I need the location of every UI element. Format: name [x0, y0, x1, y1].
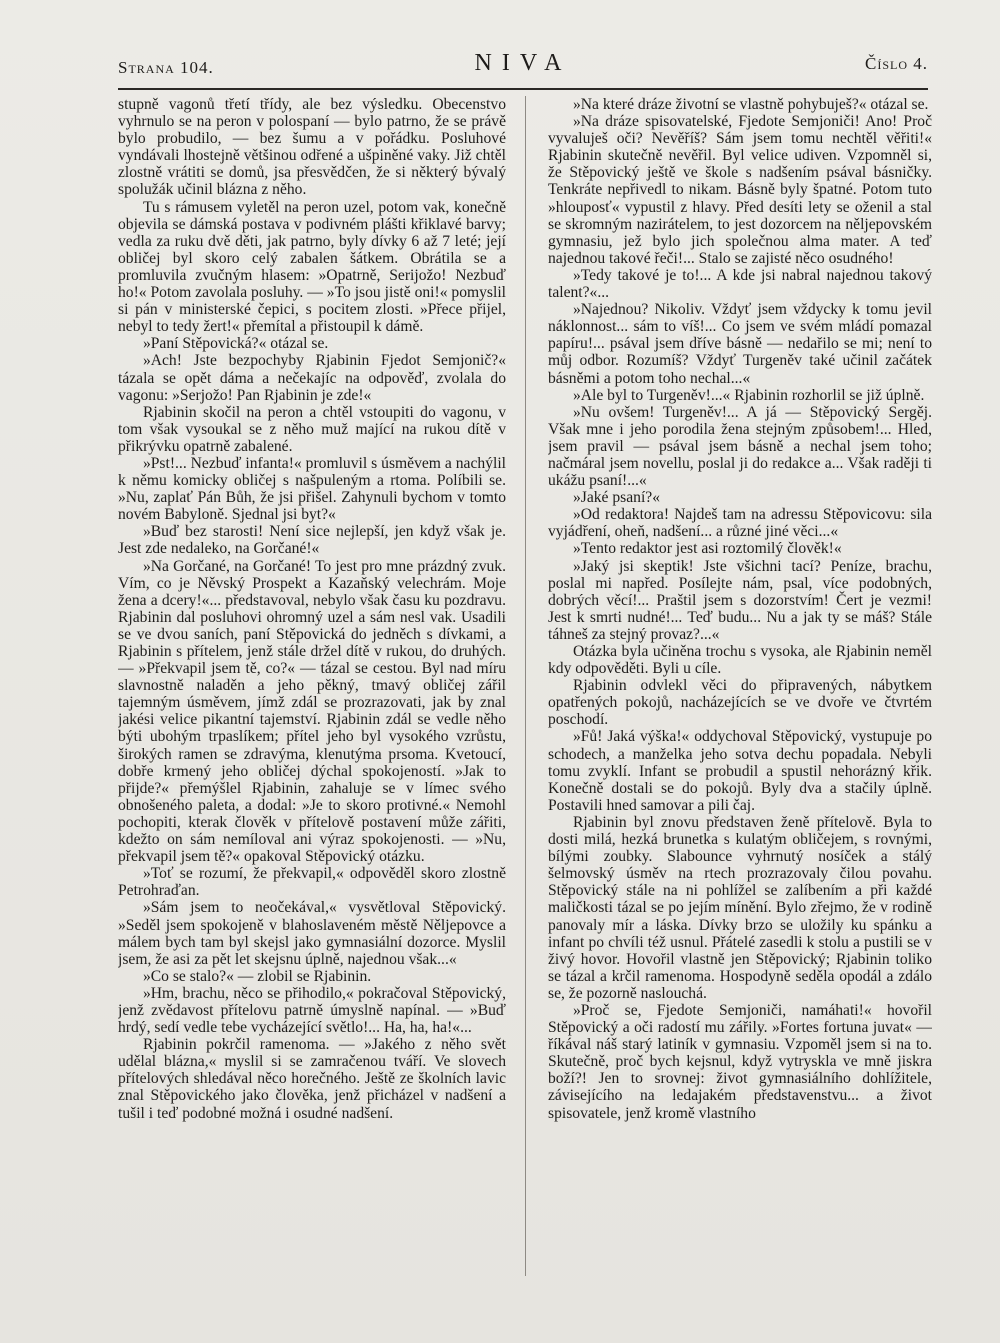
- header-rule: [118, 88, 928, 90]
- paragraph: »Jaké psaní?«: [572, 489, 660, 507]
- column-divider: [525, 96, 526, 1276]
- paragraph: »Paní Stěpovická?« otázal se.: [142, 335, 329, 353]
- paragraph: stupně vagonů třetí třídy, ale bez výsledku. Obecenstvo vyhrnulo se na peron v polospaní — bylo patrno, že se právě bylo probudilo, — bez šumu a v pořádku. Posluhové vyndávali lhostejně většinou odřené a ušpiněné vaky. Již chtěl zlostně vrátiti se domů, jsa přesvědčen, že si některý bývalý spolužák učinil blázna z něho.: [118, 96, 506, 199]
- paragraph: »Proč se, Fjedote Semjoniči, namáhati!« hovořil Stěpovický a oči radostí mu zářily. »Fortes fortuna juvat« — říkával náš starý latiník v gymnasiu. Vzpoměl jsem si na to. Skutečně, proč bych kejsnul, když vytryskla ve mně jiskra boží?! Jen to srovnej: život gymnasiálního dohlížitele, závisejícího na ledajakém představenstvu... a život spisovatele, jenž kromě vlastního: [548, 1001, 932, 1122]
- paragraph: »Ach! Jste bezpochyby Rjabinin Fjedot Semjonič?« tázala se opět dáma a nečekajíc na odpověď, zvolala do vagonu: »Serjožo! Pan Rjabinin je zde!«: [118, 352, 506, 404]
- paragraph: Rjabinin pokrčil ramenoma. — »Jakého z něho svět udělal blázna,« myslil si se zamračenou tváří. Ve slovech přítelových shledával něco horečného. Ještě ze školních lavic znal Stěpovického jako člověka, jenž přicházel v nadšení a tušil i teď podobné možná i osudné nadšení.: [118, 1036, 506, 1122]
- paragraph: Tu s rámusem vyletěl na peron uzel, potom vak, konečně objevila se dámská postava v podivném plášti křiklavé barvy; vedla za ruku dvě děti, jak patrno, byly dívky 6 až 7 leté; její obličej byl skoro celý zabalen šátkem. Obrátila se a promluvila zvučným hlasem: »Opatrně, Serijožo! Nezbuď ho!« Potom zavolala posluhy. — »To jsou jistě oni!« pomyslil si pán v ministerské čepici, s pocitem zlosti. »Přece přijel, nebyl to tedy žert!« přemítal a přistoupil k dámě.: [118, 198, 506, 336]
- paragraph: Rjabinin byl znovu představen ženě přítelově. Byla to dosti milá, hezká brunetka s kulatým obličejem, s rovnými, bílými zoubky. Slabounce vyhrnutý nosíček a stálý šelmovský úsměv na rtech prozrazovaly čilou povahu. Stěpovický stále na ni pohlížel se zalíbením a při každé maličkosti tázal se po jejím mínění. Bylo zřejmo, že v rodině panovaly mír a láska. Dívky brzo se uložily ku spánku a infant po chvíli též usnul. Přátelé zasedli k stolu a pustili se v živý hovor. Hovořil vlastně jen Stěpovický; Rjabinin toliko se tázal a krčil ramenoma. Hospodyně seděla opodál a zdálo se, že pozorně naslouchá.: [548, 813, 932, 1002]
- left-text-column: [118, 96, 506, 1286]
- paragraph: Rjabinin odvlekl věci do připravených, nábytkem opatřených pokojů, nacházejících se ve dvoře ve čtvrtém poschodí.: [548, 677, 932, 729]
- paragraph: »Toť se rozumí, že překvapil,« odpověděl skoro zlostně Petrohraďan.: [118, 865, 506, 900]
- paragraph: »Jaký jsi skeptik! Jste všichni tací? Peníze, brachu, poslal mi napřed. Posílejte nám, psal, více podobných, dobrých věcí!... Praštil jsem s dozorstvím! Čert je vezmi! Jest k smrti nudné!... Teď budu... Nu a jak ty se máš? Stále táhneš za stejný provaz?...«: [548, 557, 932, 643]
- page-number-label: Strana 104.: [118, 58, 214, 77]
- paragraph: »Na které dráze životní se vlastně pohybuješ?« otázal se.: [572, 96, 929, 113]
- right-text-column: [548, 96, 932, 1286]
- paragraph: Otázka byla učiněna trochu s vysoka, ale Rjabinin neměl kdy odpověděti. Byli u cíle.: [548, 643, 932, 678]
- paragraph: »Nu ovšem! Turgeněv!... A já — Stěpovický Sergěj. Však mne i jeho porodila žena stejným způsobem!... Hled, jsem pravil — psával jsem básně a nechal jsem toho; načmáral jsem novellu, poslal ji do redakce a... Však raději ti ukážu psaní!...«: [548, 403, 932, 490]
- paragraph: Rjabinin skočil na peron a chtěl vstoupiti do vagonu, v tom však vysoukal se z něho muž mající na rukou dítě v přikrývku opatrně zabalené.: [118, 403, 506, 455]
- paragraph: »Pst!... Nezbuď infanta!« promluvil s úsměvem a nachýlil k němu komicky obličej s našpuleným a rtoma. Políbili se. »Nu, zaplať Pán Bůh, že jsi přišel. Zahynuli bychom v tomto novém Babyloně. Sjednal jsi byt?«: [118, 454, 506, 524]
- paragraph: »Tento redaktor jest asi roztomilý člověk!«: [572, 540, 842, 558]
- paragraph: »Buď bez starosti! Není sice nejlepší, jen když však je. Jest zde nedaleko, na Gorčané!«: [118, 523, 506, 558]
- running-header: [118, 50, 928, 90]
- paragraph: »Hm, brachu, něco se přihodilo,« pokračoval Stěpovický, jenž zvědavost přítelovu patrně úmyslně napínal. — »Buď hrdý, sedí vedle tebe vycházející světlo!... Ha, ha, ha!«...: [118, 984, 506, 1037]
- paragraph: »Fů! Jaká výška!« oddychoval Stěpovický, vystupuje po schodech, a manželka jeho sotva dechu popadala. Nebyli tomu zvyklí. Infant se probudil a spustil nehorázný křik. Konečně dostali se do pokojů. Byly dva a stačily úplně. Postavili hned samovar a pili čaj.: [548, 728, 932, 814]
- paragraph: »Najednou? Nikoliv. Vždyť jsem vždycky k tomu jevil náklonnost... sám to víš!... Co jsem ve svém mládí pomazal papíru!... psával jsem dříve básně — nedařilo se mi; není to můj odbor. Rozumíš? Vždyť Turgeněv také učinil začátek básněmi a potom toho nechal...«: [548, 301, 932, 387]
- paragraph: »Od redaktora! Najdeš tam na adressu Stěpovicovu: sila vyjádření, oheň, nadšení... a různé jiné věci...«: [548, 506, 932, 541]
- paragraph: »Na Gorčané, na Gorčané! To jest pro mne prázdný zvuk. Vím, co je Něvský Prospekt a Kazaňský velechrám. Moje žena a dcery!«... představoval, nebylo však času ku pozdravu. Rjabinin dal posluhovi ohromný uzel a sám nesl vak. Usadili se ve dvou saních, paní Stěpovická do jedněch s dívkami, a Rjabinin s přítelem, jenž stále držel dítě v rukou, do druhých. — »Překvapil jsem tě, co?« — tázal se cestou. Byl nad míru slavnostně naladěn a jeho pěkný, tmavý obličej zářil tajemným úsměvem, jímž zdál se prozrazovati, jak by znal jakési velice pikantní tajemství. Rjabinin zdál se vedle něho býti ubohým trpaslíkem; přítel jeho byl vysokého vzrůstu, širokých ramen se zdravýma, klenutýma prsoma. Kvetoucí, dobře krmený jeho obličej dýchal spokojeností. »Jak to přijde?« přemýšlel Rjabinin, zahaluje se v límec svého obnošeného paleta, a dodal: »Je to skoro protivné.« Nemohl pochopiti, kterak člověk v přítelově postavení může zářiti, kdežto on sám nemíloval ani výraz spokojenosti. — »Nu, překvapil jsem tě?« opakoval Stěpovický otázku.: [118, 557, 506, 866]
- paragraph: »Na dráze spisovatelské, Fjedote Semjoniči! Ano! Proč vyvaluješ oči? Nevěříš? Sám jsem tomu nechtěl věřiti!« Rjabinin skutečně nevěřil. Byl velice udiven. Vzpomněl si, že Stěpovický ještě ve škole s nadšením psával básničky. Tenkráte nepřivedl to nikam. Básně byly špatné. Potom tuto »hlouposť« vypustil z hlavy. Před desíti lety se oženil a stal se skromným nazirátelem, to jest dozorcem na něljepovském gymnasiu, jež bylo jich společnou alma mater. A teď najednou takové řeči!... Stalo se zajisté něco osudného!: [548, 113, 932, 267]
- paragraph: »Tedy takové je to!... A kde jsi nabral najednou takový talent?«...: [548, 266, 932, 302]
- journal-title: NIVA: [474, 50, 572, 76]
- paragraph: »Sám jsem to neočekával,« vysvětloval Stěpovický. »Seděl jsem spokojeně v blahoslaveném městě Něljepovce a málem bych tam byl skejsl jako gymnasiální dozorce. Myslil jsem, že asi za pět let skejsnu úplně, najednou však...«: [118, 899, 506, 968]
- paragraph: »Co se stalo?« — zlobil se Rjabinin.: [142, 967, 372, 985]
- paragraph: »Ale byl to Turgeněv!...« Rjabinin rozhorlil se již úplně.: [572, 386, 925, 404]
- issue-label: Číslo 4.: [864, 54, 928, 73]
